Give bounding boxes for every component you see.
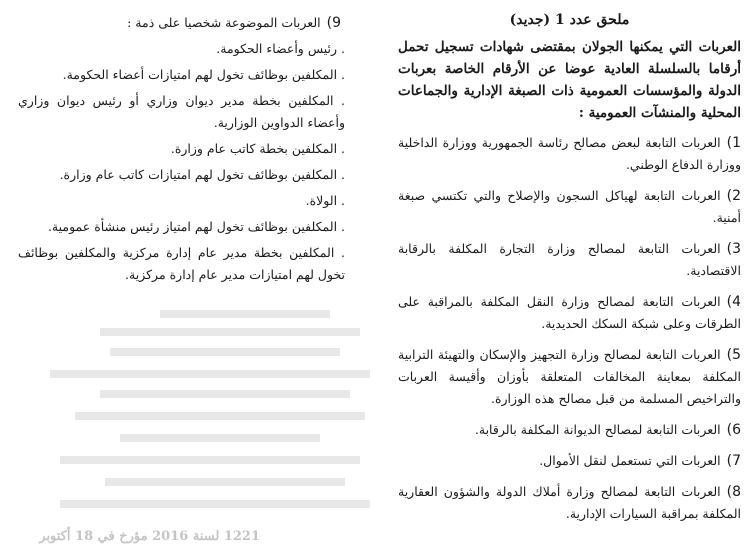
list-item xyxy=(398,450,741,472)
intro-paragraph: العربات التي يمكنها الجولان بمقتضى شهادات تسجيل تحمل أرقاما بالسلسلة العادية عوضا عن الأرقام الخاصة بعربات الدولة والمؤسسات العمومية ذات الصبغة الإدارية والجماعات المحلية والمنشآت العمومية : xyxy=(398,39,741,121)
bullet-item: . رئيس وأعضاء الحكومة. xyxy=(216,41,345,56)
item-text: العربات التابعة لهياكل السجون والإصلاح والتي تكتسي صبغة أمنية. xyxy=(398,188,741,225)
list-item xyxy=(18,12,353,34)
bullet-item: . الولاة. xyxy=(305,193,345,208)
item-number: 5) xyxy=(726,347,741,363)
item-text: العربات الموضوعة شخصيا على ذمة : xyxy=(127,15,321,30)
bullet-item: . المكلفين بوظائف تخول لهم امتيازات كاتب عام وزارة. xyxy=(59,167,345,182)
item-text: العربات التابعة لمصالح وزارة أملاك الدولة والشؤون العقارية المكلفة بمراقبة السيارات الإدارية. xyxy=(398,484,741,521)
left-column xyxy=(18,12,353,290)
list-item xyxy=(398,238,741,282)
list-item xyxy=(398,132,741,176)
bullet-item: . المكلفين بوظائف تخول لهم امتياز رئيس منشأة عمومية. xyxy=(47,219,345,234)
item-text: العربات التابعة لمصالح الديوانة المكلفة بالرقابة. xyxy=(474,422,721,437)
item-number: 8) xyxy=(726,484,741,500)
list-item xyxy=(398,481,741,525)
item-text: العربات التابعة لبعض مصالح رئاسة الجمهورية ووزارة الداخلية ووزارة الدفاع الوطني. xyxy=(398,135,741,172)
list-item xyxy=(398,419,741,441)
bullet-item: . المكلفين بوظائف تخول لهم امتيازات أعضاء الحكومة. xyxy=(62,67,345,82)
item-number: 2) xyxy=(726,188,741,204)
item-number: 4) xyxy=(726,294,741,310)
item-text: العربات التابعة لمصالح وزارة التجارة المكلفة بالرقابة الاقتصادية. xyxy=(398,241,741,278)
item-text: العربات التابعة لمصالح وزارة النقل المكلفة بالمراقبة على الطرقات وعلى شبكة السكك الحديدية. xyxy=(398,294,741,331)
item-number: 9) xyxy=(326,15,341,31)
item-number: 1) xyxy=(726,135,741,151)
item-text: العربات التابعة لمصالح وزارة التجهيز والإسكان والتهيئة الترابية المكلفة بمعاينة المخالفات المتعلقة بأوزان وأقيسة العربات والتراخيص المسلمة من قبل مصالح هذه الوزارة. xyxy=(398,347,741,406)
bleed-through-background xyxy=(0,300,380,548)
item-number: 3) xyxy=(726,241,741,257)
annex-title: ملحق عدد 1 (جديد) xyxy=(509,12,630,28)
list-item xyxy=(398,344,741,410)
bullet-item: . المكلفين بخطة كاتب عام وزارة. xyxy=(170,141,345,156)
list-item xyxy=(398,291,741,335)
list-item xyxy=(398,185,741,229)
item-number: 7) xyxy=(726,453,741,469)
bullet-item: . المكلفين بخطة مدير عام إدارة مركزية والمكلفين بوظائف تخول لهم امتيازات مدير عام إدارة مركزية. xyxy=(18,245,345,282)
right-column xyxy=(398,10,741,534)
item-text: العربات التي تستعمل لنقل الأموال. xyxy=(539,453,721,468)
bullet-item: . المكلفين بخطة مدير ديوان وزاري أو رئيس ديوان وزاري وأعضاء الدواوين الوزارية. xyxy=(18,93,345,130)
item-number: 6) xyxy=(726,422,741,438)
bleed-footer-text: 1221 لسنة 2016 مؤرخ في 18 أكتوبر xyxy=(39,529,260,544)
